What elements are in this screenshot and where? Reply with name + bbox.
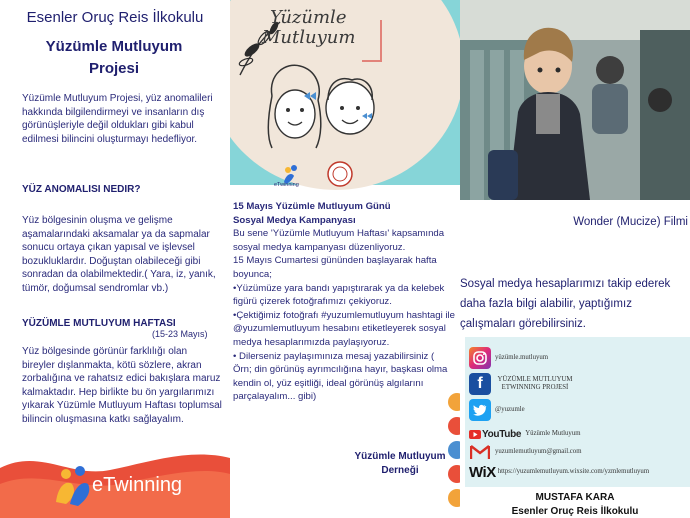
signature-name: MUSTAFA KARA	[535, 492, 615, 503]
etwinning-label: eTwinning	[92, 474, 183, 496]
anomaly-heading: YÜZ ANOMALISI NEDIR?	[22, 184, 141, 195]
anomaly-paragraph: Yüz bölgesinin oluşma ve gelişme aşamalarındaki aksamalar ya da sapmalar sonucu ortaya çıkan yapısal ve işlevsel bozukluklardır. Doğuştan olabileceği gibi sonradan da olabilmektedir.( Yara, iz, yanık, tümör, doğumsal sendromlar vb.)	[22, 215, 216, 294]
instagram-handle: yüzümle.mutluyum	[495, 354, 549, 361]
social-gmail[interactable]	[469, 441, 582, 463]
facebook-icon: f	[469, 373, 491, 395]
social-instagram[interactable]	[469, 347, 548, 369]
brand-line1: Yüzümle	[270, 7, 347, 28]
photo-caption: Wonder (Mucize) Filmi	[573, 216, 688, 228]
wix-icon: WiX	[469, 463, 496, 481]
project-title-line1: Yüzümle Mutluyum	[45, 38, 183, 55]
left-panel	[0, 0, 230, 518]
campaign-title: 15 Mayıs Yüzümle Mutluyum Günü	[233, 201, 391, 212]
association-line1: Yüzümle Mutluyum	[354, 451, 446, 462]
week-paragraph: Yüz bölgesinde görünür farklılığı olan bireyler dışlanmakta, kötü sözlere, akran zorbalığına ve rahatsız edici bakışlara maruz kalmaktadır. Hep birlikte bu ön yargılarımızı yıkarak Yüzümle Mutluyum Haftası toplumsal bilincin oluşmasına katkı sağlayalım.	[22, 346, 222, 425]
gmail-address: yuzumlemutluyum@gmail.com	[495, 448, 582, 455]
association-name	[340, 450, 460, 478]
campaign-subtitle: Sosyal Medya Kampanyası	[233, 214, 356, 226]
children-faces-illustration	[258, 56, 388, 156]
youtube-channel: Yüzümle Mutluyum	[525, 430, 581, 437]
wonder-film-photo	[460, 0, 690, 200]
project-title-line2: Projesi	[88, 60, 140, 77]
right-panel	[460, 0, 690, 518]
follow-text: Sosyal medya hesaplarımızı takip ederek daha fazla bilgi alabilir, yaptığımız çalışmaları görebilirsiniz.	[460, 278, 671, 330]
social-media-box	[465, 337, 690, 487]
facebook-page: YÜZÜMLE MUTLUYUM ETWINNING PROJESİ	[497, 376, 573, 391]
signature	[460, 491, 690, 518]
wix-url: https://yuzumlemutluyum.wixsite.com/yzmlemutluyum	[497, 468, 650, 475]
campaign-body: Bu sene 'Yüzümle Mutluyum Haftası' kapsamında sosyal medya kampanyası düzenliyoruz.	[233, 228, 445, 253]
social-wix[interactable]	[469, 461, 649, 483]
campaign-text	[233, 200, 455, 404]
campaign-start: 15 Mayıs Cumartesi gününden başlayarak hafta boyunca;	[233, 255, 437, 280]
signature-school: Esenler Oruç Reis İlkokulu	[511, 506, 639, 517]
week-heading: YÜZÜMLE MUTLUYUM HAFTASI	[22, 318, 176, 329]
campaign-bullet: •Yüzümüze yara bandı yapıştırarak ya da kelebek figürü çizerek fotoğrafımızı çekiyoruz.	[233, 282, 445, 308]
mini-etwinning-label: eTwinning	[274, 182, 299, 188]
campaign-bullet: • Dilerseniz paylaşımınıza mesaj yazabilirsiniz ( Örn; din görünüş ayrımcılığına hayır, başkası olma kendin ol, yüz eşitliği, ideal görünüş algılarını parçalayalım... gibi)	[233, 350, 448, 403]
decorative-dots	[443, 390, 460, 518]
instagram-icon	[469, 347, 491, 369]
social-twitter[interactable]	[469, 399, 525, 421]
middle-panel	[230, 0, 460, 518]
social-facebook[interactable]	[469, 373, 575, 395]
gmail-icon	[469, 441, 491, 463]
youtube-wordmark: YouTube	[482, 428, 522, 440]
week-dates: (15-23 Mayıs)	[152, 329, 208, 339]
twitter-icon	[469, 399, 491, 421]
campaign-bullet: •Çektiğimiz fotoğrafı #yuzumlemutluyum hashtagi ile @yuzumlemutluyum hesabını etiketleyerek sosyal medya hesaplarımızda paylaşıyoruz.	[233, 309, 455, 348]
association-line2: Derneği	[381, 465, 419, 476]
project-title	[14, 36, 214, 80]
school-name: Esenler Oruç Reis İlkokulu	[26, 9, 204, 26]
twitter-handle: @yuzumle	[495, 406, 525, 413]
intro-paragraph: Yüzümle Mutluyum Projesi, yüz anomalileri hakkında bilgilendirmeyi ve insanların dış görünüşleriyle değil oldukları gibi kabul edilmesi bilincini oluşturmayı hedefliyor.	[22, 93, 213, 145]
brand-line2: Mutluyum	[262, 27, 356, 48]
project-logo-text	[262, 8, 372, 48]
